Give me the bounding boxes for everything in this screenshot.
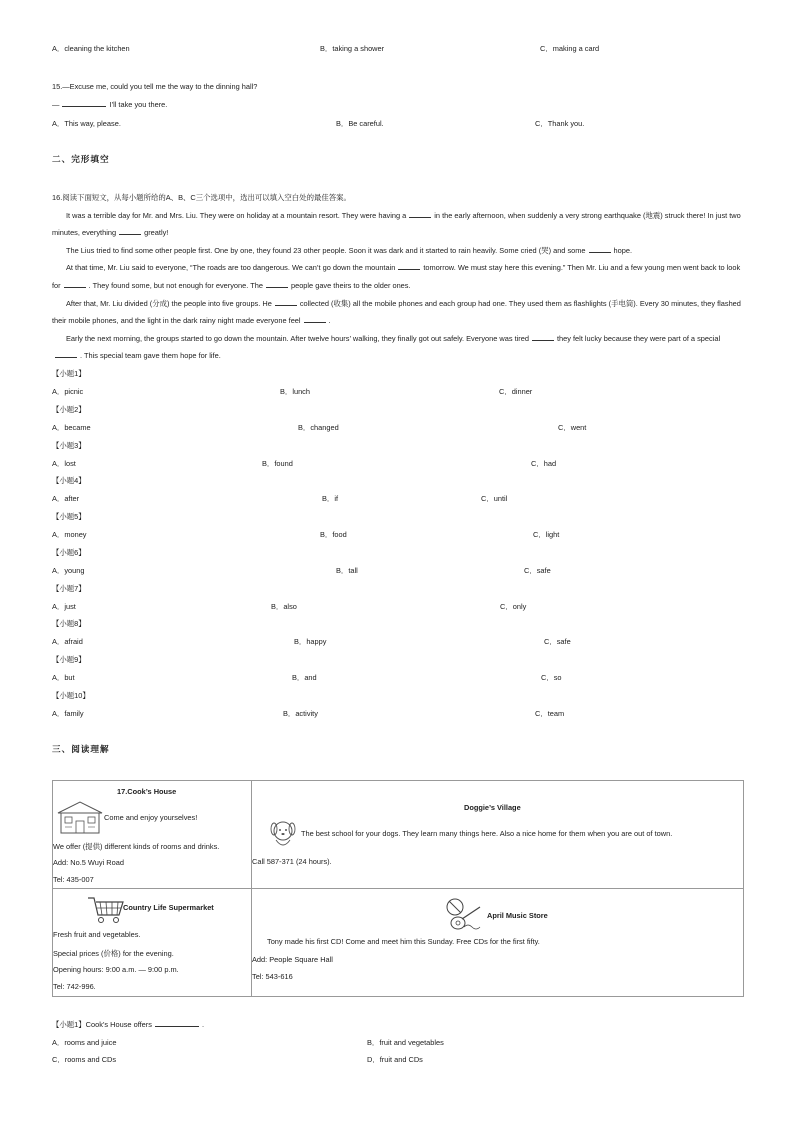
answer-blank [589, 245, 611, 253]
ad-line: Tel: 742-996. [53, 982, 96, 991]
q14-option-a: A．cleaning the kitchen [52, 44, 130, 53]
option-b: B．activity [283, 709, 318, 718]
option-a: A．money [52, 530, 87, 539]
ad-line: Special prices (价格) for the evening. [53, 949, 174, 958]
q14-option-b: B．taking a shower [320, 44, 385, 53]
ad-line: Add: No.5 Wuyi Road [53, 858, 124, 867]
ad-line: The best school for your dogs. They learn many things here. Also a nice home for them when you are out of town. [301, 829, 673, 838]
q15-option-a: A．This way, please. [52, 119, 121, 128]
dog-icon [266, 816, 300, 852]
option-a: A．family [52, 709, 84, 718]
answer-blank [155, 1019, 199, 1027]
passage-paragraph: At that time, Mr. Liu said to everyone, “The roads are too dangerous. We can’t go down the mountain tomorrow. We must stay here this evening.” Then Mr. Liu and a few young men went back to look for . They found some, but not enough for everyone. The people gave theirs to the older ones. [52, 263, 741, 290]
option-b: B．food [320, 530, 347, 539]
ad-line: We offer (提供) different kinds of rooms and drinks. [53, 842, 220, 851]
ads-table [52, 780, 744, 997]
option-b: B．and [292, 673, 317, 682]
option-c: C．only [500, 602, 527, 611]
answer-blank [304, 315, 326, 323]
option-c: C．safe [524, 566, 551, 575]
option-a: A．picnic [52, 387, 84, 396]
ad-line: Fresh fruit and vegetables. [53, 930, 141, 939]
ad-line: Tel: 435-007 [53, 875, 94, 884]
answer-blank [119, 227, 141, 235]
ad-line: Call 587-371 (24 hours). [252, 857, 332, 866]
ad-music-store [252, 889, 744, 997]
reading-q1-option-b: B．fruit and vegetables [367, 1038, 444, 1047]
reading-q1-option-c: C．rooms and CDs [52, 1055, 117, 1064]
cloze-passage [52, 189, 744, 365]
answer-blank [64, 280, 86, 288]
option-b: B．found [262, 459, 293, 468]
q15-stem: 15.—Excuse me, could you tell me the way to the dinning hall? [52, 82, 258, 91]
ad-supermarket [53, 889, 252, 997]
option-c: C．had [531, 459, 557, 468]
option-c: C．team [535, 709, 565, 718]
item-label: 【小题4】 [52, 476, 86, 485]
option-a: A．young [52, 566, 85, 575]
section-title-reading: 三、阅读理解 [52, 745, 110, 755]
option-a: A．just [52, 602, 76, 611]
ad-line: Add: People Square Hall [252, 955, 333, 964]
ad-line: Tel: 543-616 [252, 972, 293, 981]
option-b: B．tall [336, 566, 358, 575]
section-title-cloze: 二、完形填空 [52, 155, 110, 165]
option-a: A．lost [52, 459, 76, 468]
item-label: 【小题3】 [52, 441, 86, 450]
answer-blank [398, 262, 420, 270]
option-a: A．after [52, 494, 80, 503]
passage-paragraph: The Lius tried to find some other people first. One by one, they found 23 other people. Soon it was dark and it started to rain heavily. Some cried (哭) and some hope. [66, 245, 633, 255]
item-label: 【小题1】 [52, 369, 86, 378]
item-label: 【小题2】 [52, 405, 86, 414]
ad-line: Opening hours: 9:00 a.m. — 9:00 p.m. [53, 965, 179, 974]
answer-blank [55, 350, 77, 358]
item-label: 【小题7】 [52, 584, 86, 593]
reading-q1-option-a: A．rooms and juice [52, 1038, 117, 1047]
ad-title: Country Life Supermarket [123, 903, 214, 912]
item-label: 【小题6】 [52, 548, 86, 557]
q15-option-c: C．Thank you. [535, 119, 585, 128]
ad-title: Doggie’s Village [464, 803, 521, 812]
option-a: A．afraid [52, 637, 83, 646]
ad-doggies-village [252, 781, 744, 889]
option-b: B．also [271, 602, 297, 611]
item-label: 【小题9】 [52, 655, 86, 664]
option-c: C．safe [544, 637, 571, 646]
option-b: B．if [322, 494, 339, 503]
option-b: B．happy [294, 637, 327, 646]
answer-blank [532, 333, 554, 341]
ad-line: Come and enjoy yourselves! [104, 813, 198, 822]
option-b: B．changed [298, 423, 339, 432]
option-a: A．became [52, 423, 91, 432]
ad-title: 17.Cook’s House [117, 787, 177, 796]
ad-title: April Music Store [487, 911, 548, 920]
shopping-cart-icon [87, 895, 125, 927]
item-label: 【小题10】 [52, 691, 90, 700]
answer-blank [266, 280, 288, 288]
passage-paragraph: It was a terrible day for Mr. and Mrs. Liu. They were on holiday at a mountain resort. They were having a in the early afternoon, when suddenly a very strong earthquake (地震) struck there! In just two minutes, everything greatly! [52, 210, 741, 238]
item-label: 【小题5】 [52, 512, 86, 521]
answer-blank [409, 210, 431, 218]
ad-line: Tony made his first CD! Come and meet him this Sunday. Free CDs for the first fifty. [267, 937, 540, 946]
option-c: C．light [533, 530, 560, 539]
option-c: C．dinner [499, 387, 533, 396]
q14-option-c: C．making a card [540, 44, 600, 53]
q15-option-b: B．Be careful. [336, 119, 384, 128]
option-c: C．so [541, 673, 562, 682]
guitar-icon [444, 897, 484, 935]
item-label: 【小题8】 [52, 619, 86, 628]
answer-blank [62, 99, 106, 107]
option-c: C．went [558, 423, 587, 432]
house-icon [55, 799, 105, 837]
ad-cooks-house [53, 781, 252, 889]
passage-paragraph: Early the next morning, the groups started to go down the mountain. After twelve hours’ walking, they finally got out safely. Everyone was tired they felt lucky because they were part of a special. This special team gave them hope for life. [52, 330, 744, 365]
answer-blank [275, 298, 297, 306]
reading-q1-option-d: D．fruit and CDs [367, 1055, 423, 1064]
cloze-instruction: 16.阅读下面短文，从每小题所给的A、B、C三个选项中，选出可以填入空白处的最佳答案。 [52, 193, 351, 202]
q15-reply: — I’ll take you there. [52, 100, 168, 109]
option-b: B．lunch [280, 387, 310, 396]
option-c: C．until [481, 494, 508, 503]
passage-paragraph: After that, Mr. Liu divided (分成) the people into five groups. He collected (收集) all the mobile phones and each group had one. They used them as flashlights (手电筒). Every 30 minutes, they flashed their mobile phones, and the light in the dark rainy night made everyone feel . [52, 298, 741, 326]
option-a: A．but [52, 673, 75, 682]
reading-q1-stem: 【小题1】Cook’s House offers . [52, 1020, 205, 1029]
